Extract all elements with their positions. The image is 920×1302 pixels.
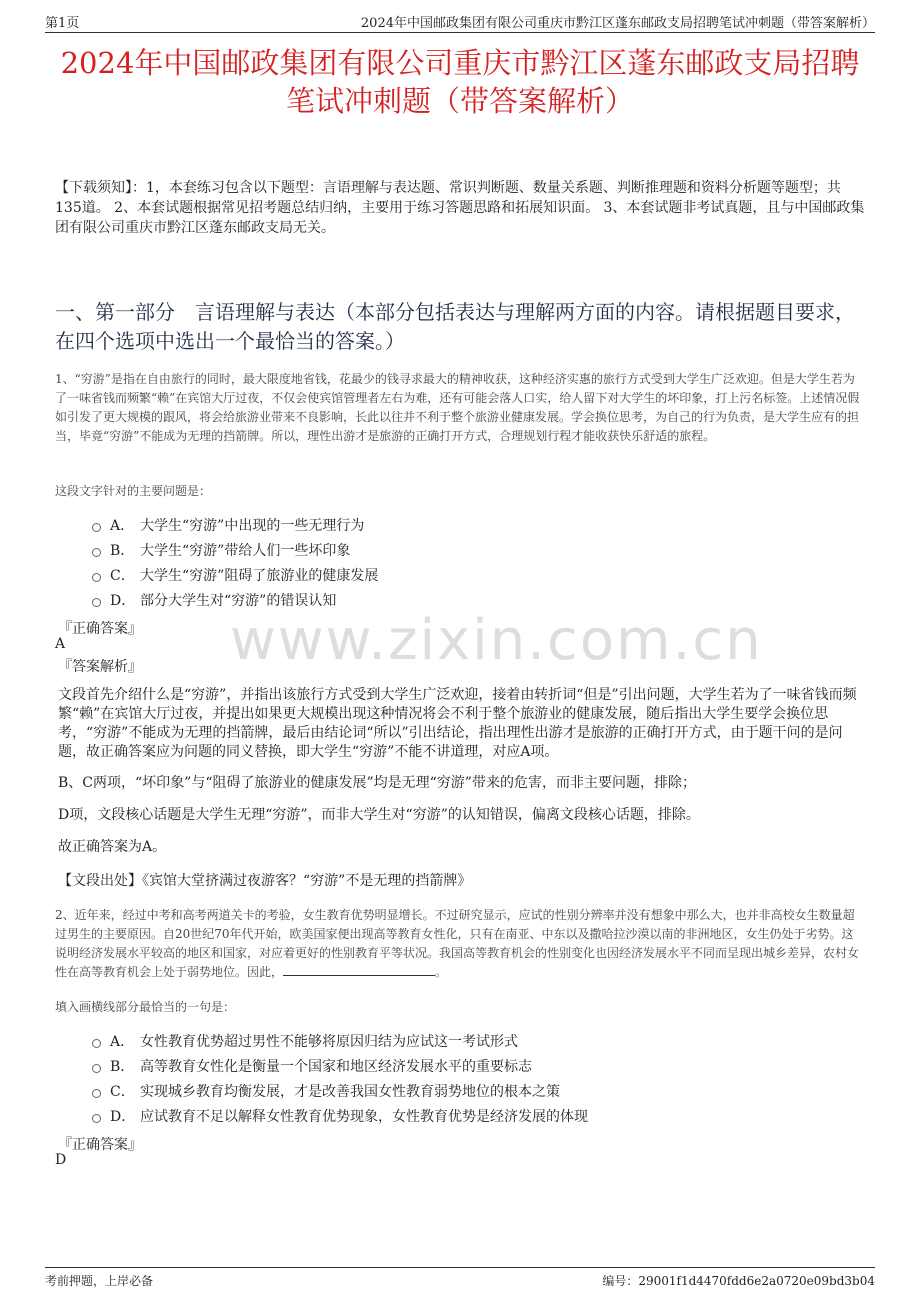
watermark: www.zixin.com.cn [230,608,763,673]
title-line-1: 2024年中国邮政集团有限公司重庆市黔江区蓬东邮政支局招聘 [60,46,860,80]
analysis-paragraph: D项，文段核心话题是大学生无理“穷游”，而非大学生对“穷游”的认知错误，偏离文段核心话题，排除。 [58,807,700,823]
radio-icon[interactable] [92,1064,101,1073]
analysis-conclusion: 故正确答案为A。 [58,839,167,855]
analysis-paragraph: 文段首先介绍什么是“穷游”，并指出该旅行方式受到大学生广泛欢迎，接着由转折词“但是”引出问题，大学生若为了一味省钱而频繁“赖”在宾馆大厅过夜，并提出如果更大规模出现这种情况将会不利于整个旅游业的健康发展，随后指出大学生要学会换位思考，“穷游”不能成为无理的挡箭牌，最后由结论词“所以”引出结论，指出理性出游才是旅游的正确打开方式，由于题干问的是问题，故正确答案应为问题的同义替换，即大学生“穷游”不能不讲道理，对应A项。 [58,687,857,760]
option-d[interactable]: D． 部分大学生对“穷游”的错误认知 [92,587,378,612]
footer-slogan: 考前押题，上岸必备 [45,1274,154,1288]
question-1-text: 1、“穷游”是指在自由旅行的同时，最大限度地省钱，花最少的钱寻求最大的精神收获，这种经济实惠的旅行方式受到大学生广泛欢迎。但是大学生若为了一味省钱而频繁“赖”在宾馆大厅过夜，不仅会使宾馆管理者左右为难，还有可能会落人口实，给人留下对大学生的坏印象，打上污名标签。上述情况假如引发了更大规模的跟风，将会给旅游业带来不良影响，长此以往并不利于整个旅游业健康发展。学会换位思考，为自己的行为负责，是大学生应有的担当，毕竟“穷游”不能成为无理的挡箭牌。所以，理性出游才是旅游的正确打开方式，合理规划行程才能收获快乐舒适的旅程。 [55,372,860,443]
radio-icon[interactable] [92,598,101,607]
question-1-options [92,512,378,612]
page-number: 第1页 [45,16,80,31]
document-id: 编号：29001f1d4470fdd6e2a0720e09bd3b04 [602,1274,875,1288]
question-2-text: 2、近年来，经过中考和高考两道关卡的考验，女生教育优势明显增长。不过研究显示，应试的性别分辨率并没有想象中那么大，也并非高校女生数量超过男生的主要原因。自20世纪70年代开始，欧美国家便出现高等教育女性化，只有在南亚、中东以及撒哈拉沙漠以南的非洲地区，女生仍处于劣势。这说明经济发展水平较高的地区和国家，对应着更好的性别教育平等状况。我国高等教育机会的性别变化也因经济发展水平不同而呈现出城乡差异，农村女性在高等教育机会上处于弱势地位。因此， 。 [55,908,860,979]
radio-icon[interactable] [92,573,101,582]
download-notice: 【下载须知】：1，本套练习包含以下题型：言语理解与表达题、常识判断题、数量关系题、判断推理题和资料分析题等题型；共135道。 2、本套试题根据常见招考题总结归纳，主要用于练习答题思路和拓展知识面。 3、本套试题非考试真题，且与中国邮政集团有限公司重庆市黔江区蓬东邮政支局无关。 [55,180,865,236]
analysis-label: 『答案解析』 [58,659,142,675]
option-b[interactable]: B． 高等教育女性化是衡量一个国家和地区经济发展水平的重要标志 [92,1053,588,1078]
radio-icon[interactable] [92,548,101,557]
running-header-title: 2024年中国邮政集团有限公司重庆市黔江区蓬东邮政支局招聘笔试冲刺题（带答案解析） [360,16,875,31]
option-c[interactable]: C． 实现城乡教育均衡发展，才是改善我国女性教育弱势地位的根本之策 [92,1078,588,1103]
question-1-prompt: 这段文字针对的主要问题是： [55,484,212,498]
question-2-options [92,1028,588,1128]
section-heading: 一、第一部分 言语理解与表达（本部分包括表达与理解两方面的内容。请根据题目要求，在四个选项中选出一个最恰当的答案。） [55,300,855,353]
radio-icon[interactable] [92,523,101,532]
document-title [45,44,875,120]
analysis-paragraph: B、C两项，“坏印象”与“阻碍了旅游业的健康发展”均是无理“穷游”带来的危害，而非主要问题，排除； [58,775,696,791]
header-divider [45,32,875,33]
correct-answer-label: 『正确答案』 [58,621,142,637]
fill-blank-line [283,963,435,976]
text-source: 【文段出处】《宾馆大堂挤满过夜游客？“穷游”不是无理的挡箭牌》 [58,873,472,889]
title-line-2: 笔试冲刺题（带答案解析） [285,84,634,118]
option-d[interactable]: D． 应试教育不足以解释女性教育优势现象，女性教育优势是经济发展的体现 [92,1103,588,1128]
footer-divider [45,1267,875,1268]
correct-answer: D [55,1152,67,1168]
option-b[interactable]: B． 大学生“穷游”带给人们一些坏印象 [92,537,378,562]
correct-answer: A [55,636,66,652]
radio-icon[interactable] [92,1039,101,1048]
radio-icon[interactable] [92,1114,101,1123]
question-2-prompt: 填入画横线部分最恰当的一句是： [55,1000,236,1014]
option-c[interactable]: C． 大学生“穷游”阻碍了旅游业的健康发展 [92,562,378,587]
option-a[interactable]: A． 女性教育优势超过男性不能够将原因归结为应试这一考试形式 [92,1028,588,1053]
correct-answer-label: 『正确答案』 [58,1137,142,1153]
radio-icon[interactable] [92,1089,101,1098]
option-a[interactable]: A． 大学生“穷游”中出现的一些无理行为 [92,512,378,537]
